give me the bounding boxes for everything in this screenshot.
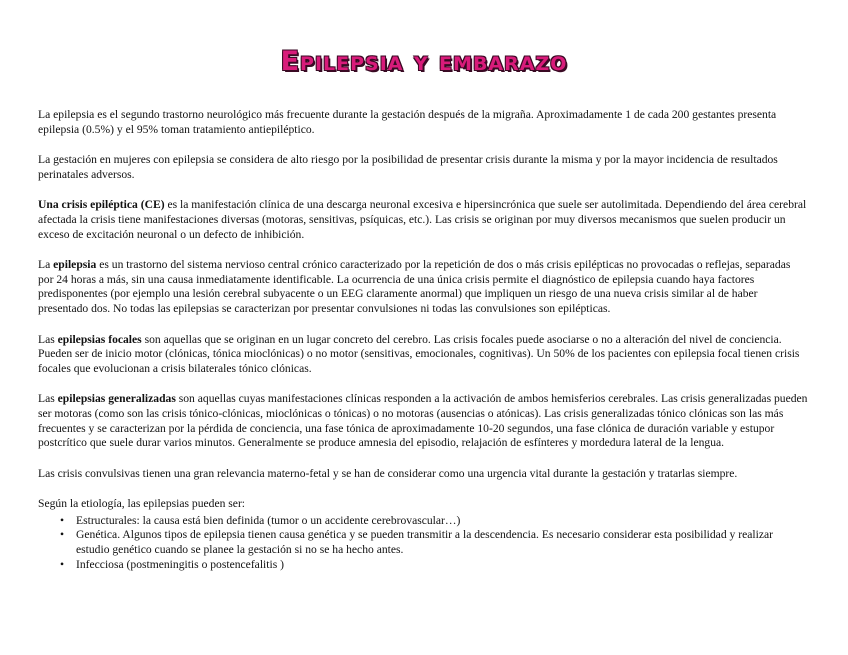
paragraph-convulsive-urgency: Las crisis convulsivas tienen una gran relevancia materno-fetal y se han de considerar como una urgencia vital durante la gestación y tratarlas siempre. — [38, 466, 738, 480]
generalized-prefix: Las — [38, 392, 58, 406]
crisis-definition-text: es la manifestación clínica de una descarga neuronal excesiva e hipersincrónica que suele ser autolimitada. Dependiendo del área cerebral afectada la crisis tiene manifestaciones diversas (motoras, sensitivas, psíquicas, etc.). Las crisis se originan por muy diversos mecanismos que suelen producir un exceso de excitación neuronal o un defecto de inhibición. — [38, 198, 807, 241]
term-epilepsias-generalizadas: epilepsias generalizadas — [57, 392, 176, 406]
paragraph-risk: La gestación en mujeres con epilepsia se considera de alto riesgo por la posibilidad de presentar crisis durante la misma y por la mayor incidencia de resultados perinatales adversos. — [38, 153, 778, 181]
list-item-infecciosa: • Infecciosa (postmeningitis o postencefalitis ) — [76, 558, 808, 573]
etiology-list — [38, 514, 808, 572]
list-item-estructurales: • Estructurales: la causa está bien definida (tumor o un accidente cerebrovascular…) — [76, 514, 808, 529]
paragraph-focal-epilepsy — [38, 333, 808, 377]
epilepsy-definition-prefix: La — [38, 258, 54, 272]
list-item-genetica: • Genética. Algunos tipos de epilepsia tienen causa genética y se pueden transmitir a la descendencia. Es necesario considerar esta posibilidad y realizar estudio genético cuando se planee la gestación si no se ha hecho antes. — [76, 528, 808, 557]
etiology-list-intro: Según la etiología, las epilepsias pueden ser: — [38, 497, 246, 511]
term-epilepsias-focales: epilepsias focales — [57, 332, 142, 346]
paragraph-intro: La epilepsia es el segundo trastorno neurológico más frecuente durante la gestación después de la migraña. Aproximadamente 1 de cada 200 gestantes presenta epilepsia (0.5%) y el 95% toman tratamiento antiepiléptico. — [38, 108, 777, 136]
generalized-text: son aquellas cuyas manifestaciones clínicas responden a la activación de ambos hemisferios cerebrales. Las crisis generalizadas pueden ser motoras (como son las crisis tónico-clónicas, mioclónicas o tónicas) o no motoras (ausencias o atónicas). Las crisis generalizadas tónico clónicas son las más frecuentes y se caracterizan por la pérdida de conciencia, una fase tónica de aproximadamente 10-20 segundos, una fase clónica de duración variable y estupor postcrítico que suele durar varios minutos. Generalmente se produce amnesia del episodio, relajación de esfínteres y mordedura lateral de la lengua. — [38, 392, 808, 450]
focal-prefix: Las — [38, 332, 58, 346]
term-crisis-epileptica: Una crisis epiléptica (CE) — [38, 198, 165, 212]
page-title: Epilepsia y embarazo — [280, 46, 568, 77]
document-body — [38, 108, 808, 572]
paragraph-crisis-definition — [38, 198, 808, 242]
paragraph-epilepsy-definition — [38, 258, 808, 316]
term-epilepsia: epilepsia — [53, 258, 97, 272]
focal-text: son aquellas que se originan en un lugar concreto del cerebro. Las crisis focales puede asociarse o no a alteración del nivel de conciencia. Pueden ser de inicio motor (clónicas, tónica mioclónicas) o no motor (sensitivas, emocionales, cognitivas). Un 50% de los pacientes con epilepsia focal tienen crisis focales que evolucionan a crisis bilaterales tónico clónicas. — [38, 332, 800, 375]
epilepsy-definition-text: es un trastorno del sistema nervioso central crónico caracterizado por la repetición de dos o más crisis epilépticas no provocadas o reflejas, separadas por 24 horas a más, sin una causa inmediatamente identificable. La ocurrencia de una única crisis permite el diagnóstico de epilepsia cuando haya factores predisponentes (por ejemplo una lesión cerebral subyacente o un EEG claramente anormal) que impliquen un riesgo de una nueva crisis similar al de haber presentado dos. No todas las epilepsias se caracterizan por presentar convulsiones ni todas las convulsiones son epilépticas. — [38, 258, 791, 315]
paragraph-generalized-epilepsy — [38, 392, 808, 450]
